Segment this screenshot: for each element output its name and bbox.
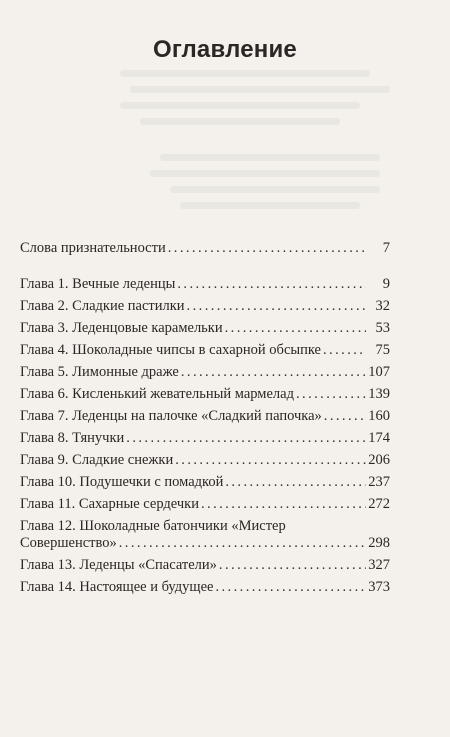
toc-entry-label: Совершенство» [20,535,117,551]
toc-entry [20,408,390,425]
toc-entry-page: 139 [368,386,390,402]
toc-entry-label: Глава 9. Сладкие снежки [20,452,174,468]
toc-entry-label: Глава 14. Настоящее и будущее [20,579,214,595]
toc-entry-label: Глава 11. Сахарные сердечки [20,496,199,512]
toc-entry [20,430,390,447]
dot-leader [225,320,366,337]
toc-entry [20,276,390,293]
dot-leader [119,535,366,552]
toc-entry-page: 206 [368,452,390,468]
toc-entry-page: 107 [368,364,390,380]
dot-leader [187,298,366,315]
toc-entry-label: Глава 1. Вечные леденцы [20,276,176,292]
toc-entry-label: Глава 7. Леденцы на палочке «Сладкий папочка» [20,408,322,424]
toc-entry-label: Глава 6. Кисленький жевательный мармелад [20,386,294,402]
dot-leader [324,408,366,425]
dot-leader [296,386,366,403]
toc-entry [20,518,390,552]
toc-entry [20,364,390,381]
toc-entry-page: 7 [382,240,390,256]
dot-leader [168,240,366,257]
toc-entry-label: Глава 2. Сладкие пастилки [20,298,185,314]
dot-leader [175,452,366,469]
toc-entry-label-line1: Глава 12. Шоколадные батончики «Мистер [20,518,286,534]
toc-entry-page: 373 [368,579,390,595]
toc-entry [20,579,390,596]
dot-leader [177,276,366,293]
reverse-side-bleed-through [120,70,400,230]
toc-entry [20,557,390,574]
toc-entry-label: Слова признательности [20,240,166,256]
dot-leader [126,430,366,447]
toc-entry [20,474,390,491]
toc-entry-page: 32 [375,298,390,314]
dot-leader [201,496,366,513]
toc-entry-page: 327 [368,557,390,573]
toc-entry-page: 53 [375,320,390,336]
toc-entry [20,342,390,359]
toc-entry-page: 237 [368,474,390,490]
toc-entry-label: Глава 13. Леденцы «Спасатели» [20,557,217,573]
toc-entry-label: Глава 4. Шоколадные чипсы в сахарной обсыпке [20,342,321,358]
dot-leader [225,474,366,491]
toc-entry [20,496,390,513]
toc-entry-label: Глава 8. Тянучки [20,430,125,446]
toc-entry-page: 174 [368,430,390,446]
toc-entry [20,298,390,315]
page-title: Оглавление [153,36,297,63]
toc-entry-page: 9 [382,276,390,292]
toc-entry-page: 272 [368,496,390,512]
toc-entry-page: 75 [375,342,390,358]
toc-entry-label: Глава 3. Леденцовые карамельки [20,320,223,336]
toc-entry-page: 298 [368,535,390,551]
dot-leader [219,557,366,574]
toc-entry-label: Глава 5. Лимонные драже [20,364,179,380]
toc-entry [20,240,390,257]
toc-entry-page: 160 [368,408,390,424]
toc-entry-label: Глава 10. Подушечки с помадкой [20,474,224,490]
toc-entry [20,386,390,403]
dot-leader [215,579,366,596]
dot-leader [181,364,366,381]
toc-entry [20,320,390,337]
dot-leader [323,342,366,359]
toc-entry [20,452,390,469]
